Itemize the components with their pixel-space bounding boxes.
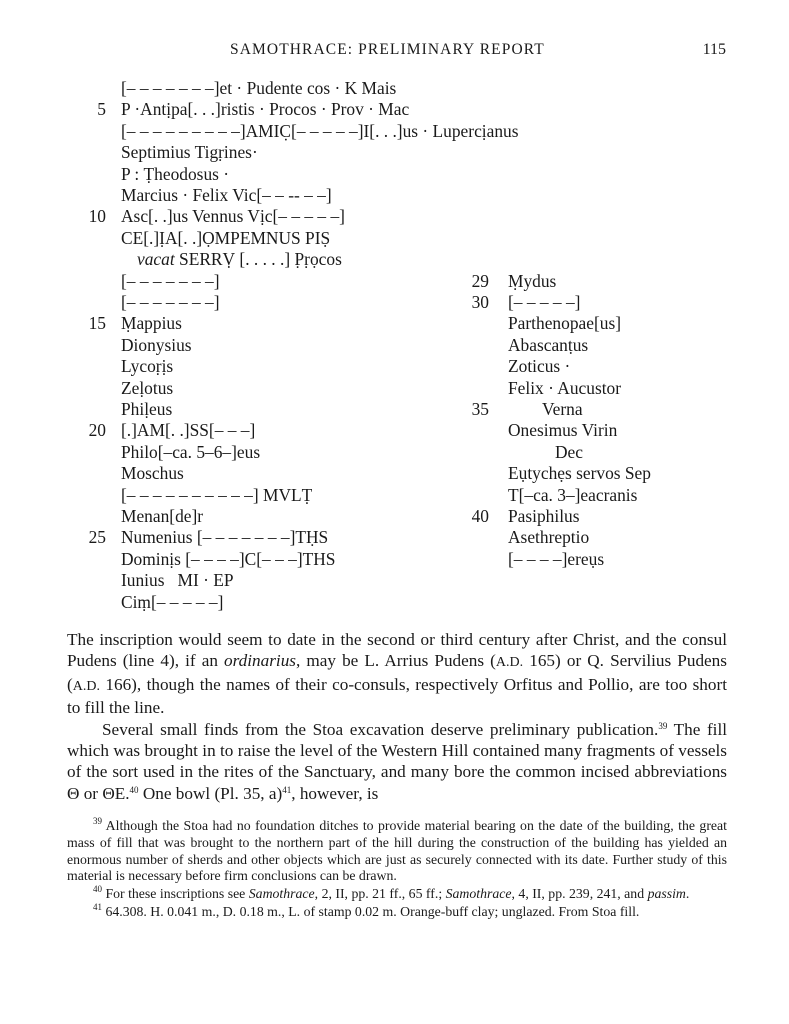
line-number: 40 <box>471 506 489 526</box>
running-head-title: SAMOTHRACE: PRELIMINARY REPORT <box>230 41 545 58</box>
inscription-line: Numenius [– – – – – – –]TḤS <box>121 527 329 547</box>
inscription-line: Menan[de]r <box>121 506 204 526</box>
footnotes <box>67 818 727 922</box>
text-run: Several small finds from the Stoa excavation deserve preliminary publication. <box>102 719 659 739</box>
footnote-ref[interactable]: 39 <box>658 720 668 731</box>
inscription-line: Dominịs [– – – –]C[– – –]THS <box>121 549 336 569</box>
inscription-line: Ṃydus <box>508 271 557 291</box>
inscription-line: [.]AM[. .]SS[– – –] <box>121 420 256 440</box>
line-number: 5 <box>97 99 106 119</box>
inscription-line: Phiḷeus <box>121 399 173 419</box>
text-run: The inscription would seem to date in the second or third century after Christ, and the consul Pudens (line 4), if an <box>67 630 727 671</box>
footnote-number: 40 <box>93 884 102 895</box>
inscription-line: Eụtychẹs servos Sep <box>508 463 651 483</box>
inscription-line: [– – – – – – –] <box>121 271 220 291</box>
footnote-text: Although the Stoa had no foundation ditches to provide material bearing on the date of the building, the great mass of fill that was brought to the northern part of the hill during the construction of the building has yielded an enormous number of sherds and other objects which are just as securely connected with its date. Further study of this material is necessary before firm conclusions can be drawn. <box>67 818 727 884</box>
line-number: 10 <box>88 206 106 226</box>
inscription-line: Parthenopae[us] <box>508 313 621 333</box>
inscription-line: [– – – – –] <box>508 292 581 312</box>
inscription-line: P : Ṭheodosus · <box>121 164 230 184</box>
small-caps-era: A.D. <box>495 655 524 671</box>
footnote-text: For these inscriptions see <box>102 886 249 902</box>
inscription-line: Verna <box>542 399 583 419</box>
footnote-ref[interactable]: 41 <box>282 784 292 795</box>
inscription-line: [– – – – – – – – –]AMIC̣[– – – – –]I[. . .]us · Lupercịanus <box>121 121 519 141</box>
footnote-text: 64.308. H. 0.041 m., D. 0.18 m., L. of stamp 0.02 m. Orange-buff clay; unglazed. From Stoa fill. <box>102 903 640 919</box>
inscription-line: [– – – – – – –] <box>121 292 220 312</box>
inscription-line: Asethreptio <box>508 527 590 547</box>
text-run: The fill which was brought in to raise the level of the Western Hill contained many fragments of vessels of the sort used in the rites of the Sanctuary, and many bore the common incised abbreviations Θ or ΘE. <box>67 719 728 803</box>
text-run: One bowl (Pl. 35, a) <box>138 783 283 803</box>
line-number: 29 <box>471 271 489 291</box>
inscription-line: [– – – –]ereụs <box>508 549 605 569</box>
paragraph <box>67 629 727 719</box>
inscription-line: T[–ca. 3–]eacranis <box>508 485 638 505</box>
inscription-line: Dec <box>555 442 583 462</box>
inscription-line: Moschus <box>121 463 184 483</box>
footnote-ref[interactable]: 40 <box>129 784 139 795</box>
inscription-line: Iunius MI · EP <box>121 570 234 590</box>
footnote-text: , 4, II, pp. 239, 241, and <box>511 886 648 902</box>
italic-term: ordinarius <box>224 651 296 671</box>
footnote-41 <box>67 901 727 921</box>
inscription-line: Ciṃ[– – – – –] <box>121 592 224 612</box>
running-header <box>0 41 789 65</box>
footnote-text: . <box>685 886 690 902</box>
inscription-line: Asc[. .]us Vennus Vịc[– – – – –] <box>121 206 345 226</box>
italic-title: Samothrace <box>445 886 512 902</box>
line-number: 30 <box>471 292 489 312</box>
inscription-line: Abascanṭus <box>508 335 589 355</box>
footnote-number: 41 <box>93 901 102 912</box>
inscription-line: Lycoṛịs <box>121 356 174 376</box>
page-number: 115 <box>702 41 726 58</box>
footnote-text: , 2, II, pp. 21 ff., 65 ff.; <box>314 886 446 902</box>
line-number: 35 <box>471 399 489 419</box>
inscription-line: Ṃappius <box>121 313 182 333</box>
inscription-line: Onesimus Virin <box>508 420 618 440</box>
inscription-line: [– – – – – – –]et · Pudente cos · K Mais <box>121 78 397 98</box>
italic-term: passim <box>647 886 686 902</box>
inscription-line-text: SERRṾ [. . . . .] P̣ṛọcos <box>179 249 342 269</box>
body-text <box>67 629 727 804</box>
vacat-label: vacat <box>137 249 175 269</box>
text-run: , may be L. Arrius Pudens ( <box>295 651 496 671</box>
text-run: , however, is <box>291 783 379 803</box>
small-caps-era: A.D. <box>72 678 100 694</box>
inscription-line: [– – – – – – – – – –] MVLṬ <box>121 485 313 505</box>
inscription-line: Dionysius <box>121 335 192 355</box>
footnote-40 <box>67 886 727 903</box>
footnote-number: 39 <box>93 816 102 826</box>
text-run: 166), though the names of their co-consuls, respectively Orfitus and Pollio, are too short to fill the line. <box>67 674 727 718</box>
line-number: 25 <box>88 527 106 547</box>
italic-title: Samothrace <box>248 886 315 902</box>
inscription-line: Philo[–ca. 5–6–]eus <box>121 442 261 462</box>
text-run: 165) or Q. Servilius Pudens ( <box>67 651 727 694</box>
inscription-line: Septimius Tigṛines· <box>121 142 258 162</box>
paragraph <box>67 719 727 805</box>
inscription-line: Felix · Aucustor <box>508 378 622 398</box>
inscription-line: P ·Antịpa[. . .]ristis · Procos · Prov · Mac <box>121 99 410 119</box>
inscription-line <box>137 249 342 270</box>
footnote-39 <box>67 818 727 885</box>
inscription-line: Zeḷotus <box>121 378 174 398</box>
line-number: 15 <box>88 313 106 333</box>
inscription-line: Zoticus · <box>508 356 571 376</box>
inscription-line: CE[.]ỊA[. .]ỌMPEMNUS PIṢ <box>121 228 331 248</box>
inscription-line: Marcius · Felix Vic[– – -- – –] <box>121 185 332 205</box>
line-number: 20 <box>88 420 106 440</box>
inscription-line: Pasiphilus <box>508 506 580 526</box>
